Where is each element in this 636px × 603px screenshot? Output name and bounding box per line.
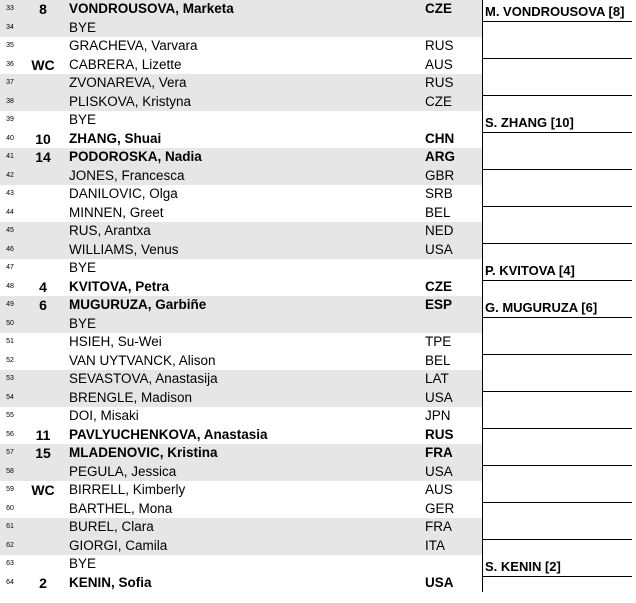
round2-line [482, 576, 632, 577]
round2-line [482, 280, 632, 281]
player-row [0, 407, 482, 426]
player-row [0, 222, 482, 241]
player-name: CABRERA, Lizette [69, 56, 182, 72]
bracket-connector [482, 481, 483, 518]
nationality: GER [425, 500, 455, 516]
bracket-connector [482, 259, 483, 296]
player-row [0, 148, 482, 167]
player-row [0, 204, 482, 223]
player-row [0, 259, 482, 278]
round2-line [482, 391, 632, 392]
player-row [0, 444, 482, 463]
draw-position: 61 [6, 523, 14, 530]
draw-position: 49 [6, 301, 14, 308]
player-name: PAVLYUCHENKOVA, Anastasia [69, 426, 268, 442]
draw-position: 35 [6, 42, 14, 49]
player-name: BUREL, Clara [69, 519, 154, 534]
bracket-connector [482, 518, 483, 555]
seed-label: WC [31, 56, 55, 73]
player-name: MUGURUZA, Garbiñe [69, 297, 207, 312]
draw-position: 34 [6, 23, 14, 31]
draw-position: 55 [6, 412, 14, 419]
round2-line [482, 502, 632, 503]
player-name: PLISKOVA, Kristyna [69, 93, 192, 109]
player-row [0, 518, 482, 537]
nationality: JPN [425, 408, 451, 423]
nationality: BEL [425, 352, 451, 368]
draw-position: 60 [6, 504, 14, 512]
nationality: FRA [425, 519, 452, 534]
player-name: PODOROSKA, Nadia [69, 149, 202, 164]
round2-line [482, 354, 632, 355]
draw-position: 64 [6, 578, 14, 586]
player-row [0, 574, 482, 593]
player-row [0, 185, 482, 204]
round2-line [482, 539, 632, 540]
player-name: KENIN, Sofia [69, 574, 152, 590]
seed-label: WC [31, 482, 55, 498]
round2-winner: S. ZHANG [10] [485, 114, 574, 130]
draw-position: 62 [6, 541, 14, 549]
nationality: ESP [425, 297, 453, 312]
bracket-connector [482, 296, 483, 333]
bracket-connector [482, 407, 483, 444]
nationality: NED [425, 223, 454, 238]
draw-position: 39 [6, 116, 14, 123]
player-name: KVITOVA, Petra [69, 278, 170, 294]
player-name: GIORGI, Camila [69, 537, 168, 553]
draw-position: 46 [6, 245, 14, 253]
nationality: USA [425, 241, 453, 257]
nationality: USA [425, 574, 454, 590]
player-row [0, 167, 482, 186]
nationality: AUS [425, 56, 453, 72]
player-row [0, 333, 482, 352]
seed-label: 8 [39, 1, 47, 17]
player-name: DANILOVIC, Olga [69, 186, 178, 201]
draw-position: 37 [6, 79, 14, 86]
draw-position: 33 [6, 5, 14, 12]
draw-position: 59 [6, 486, 14, 493]
player-row [0, 37, 482, 56]
player-row [0, 389, 482, 408]
nationality: RUS [425, 426, 454, 442]
player-row [0, 111, 482, 130]
player-row [0, 537, 482, 556]
player-name: HSIEH, Su-Wei [69, 334, 162, 349]
player-name: VONDROUSOVA, Marketa [69, 1, 234, 16]
player-name: BYE [69, 315, 97, 331]
player-row [0, 241, 482, 260]
bracket-connector [482, 370, 483, 407]
draw-position: 42 [6, 171, 14, 179]
nationality: USA [425, 389, 453, 405]
draw-position: 38 [6, 97, 14, 105]
seed-label: 14 [35, 149, 51, 165]
player-row [0, 555, 482, 574]
player-name: GRACHEVA, Varvara [69, 38, 198, 53]
player-name: ZVONAREVA, Vera [69, 75, 187, 90]
bracket-connector [482, 555, 483, 592]
nationality: RUS [425, 75, 454, 90]
player-name: BARTHEL, Mona [69, 500, 173, 516]
bracket-connector [482, 74, 483, 111]
player-row [0, 74, 482, 93]
round2-line [482, 428, 632, 429]
round2-line [482, 169, 632, 170]
draw-position: 48 [6, 282, 14, 290]
player-name: BYE [69, 19, 97, 35]
player-row [0, 296, 482, 315]
player-name: ZHANG, Shuai [69, 130, 162, 146]
nationality: CZE [425, 278, 452, 294]
seed-label: 10 [35, 130, 51, 147]
draw-position: 41 [6, 153, 14, 160]
nationality: LAT [425, 371, 449, 386]
player-name: BYE [69, 112, 97, 127]
draw-position: 51 [6, 338, 14, 345]
draw-position: 36 [6, 60, 14, 68]
player-row [0, 500, 482, 519]
bracket-connector [482, 222, 483, 259]
seed-label: 2 [39, 574, 47, 591]
round2-line [482, 243, 632, 244]
draw-position: 52 [6, 356, 14, 364]
bracket-connector [482, 333, 483, 370]
player-name: JONES, Francesca [69, 167, 185, 183]
player-name: BIRRELL, Kimberly [69, 482, 186, 497]
player-name: BRENGLE, Madison [69, 389, 193, 405]
player-row [0, 463, 482, 482]
nationality: CHN [425, 130, 455, 146]
draw-position: 45 [6, 227, 14, 234]
player-name: BYE [69, 260, 97, 275]
draw-position: 56 [6, 430, 14, 438]
nationality: CZE [425, 1, 452, 16]
round2-line [482, 95, 632, 96]
seed-label: 4 [39, 278, 47, 295]
draw-position: 63 [6, 560, 14, 567]
nationality: USA [425, 463, 453, 479]
nationality: FRA [425, 445, 453, 460]
nationality: CZE [425, 93, 452, 109]
round2-winner: M. VONDROUSOVA [8] [485, 3, 625, 19]
bracket-connector [482, 444, 483, 481]
player-row [0, 0, 482, 19]
player-row [0, 93, 482, 112]
draw-position: 47 [6, 264, 14, 271]
player-row [0, 278, 482, 297]
player-name: MLADENOVIC, Kristina [69, 445, 218, 460]
player-row [0, 352, 482, 371]
draw-position: 43 [6, 190, 14, 197]
player-name: DOI, Misaki [69, 408, 139, 423]
nationality: AUS [425, 482, 453, 497]
draw-position: 57 [6, 449, 14, 456]
draw-position: 58 [6, 467, 14, 475]
player-name: WILLIAMS, Venus [69, 241, 179, 257]
player-row [0, 130, 482, 149]
bracket-connector [482, 185, 483, 222]
player-row [0, 56, 482, 75]
round2-winner: G. MUGURUZA [6] [485, 299, 598, 315]
nationality: ARG [425, 149, 455, 164]
nationality: TPE [425, 334, 452, 349]
round2-line [482, 206, 632, 207]
bracket-connector [482, 111, 483, 148]
nationality: RUS [425, 38, 454, 53]
nationality: SRB [425, 186, 453, 201]
bracket-connector [482, 148, 483, 185]
player-name: RUS, Arantxa [69, 223, 151, 238]
player-row [0, 426, 482, 445]
player-name: PEGULA, Jessica [69, 463, 177, 479]
round2-winner: P. KVITOVA [4] [485, 262, 575, 278]
seed-label: 6 [39, 297, 47, 313]
player-row [0, 315, 482, 334]
player-name: SEVASTOVA, Anastasija [69, 371, 218, 386]
draw-position: 53 [6, 375, 14, 382]
draw-position: 50 [6, 319, 14, 327]
draw-position: 40 [6, 134, 14, 142]
round2-line [482, 465, 632, 466]
round2-winner: S. KENIN [2] [485, 558, 561, 574]
player-name: MINNEN, Greet [69, 204, 164, 220]
player-row [0, 481, 482, 500]
seed-label: 15 [35, 445, 51, 461]
player-row [0, 19, 482, 38]
bracket-connector [482, 0, 483, 37]
player-name: BYE [69, 556, 97, 571]
round2-line [482, 58, 632, 59]
nationality: BEL [425, 204, 451, 220]
player-name: VAN UYTVANCK, Alison [69, 352, 216, 368]
seed-label: 11 [35, 426, 51, 443]
draw-position: 54 [6, 393, 14, 401]
round2-line [482, 317, 632, 318]
player-row [0, 370, 482, 389]
nationality: ITA [425, 537, 445, 553]
round2-line [482, 21, 632, 22]
nationality: GBR [425, 167, 455, 183]
bracket-connector [482, 37, 483, 74]
round2-line [482, 132, 632, 133]
draw-position: 44 [6, 208, 14, 216]
